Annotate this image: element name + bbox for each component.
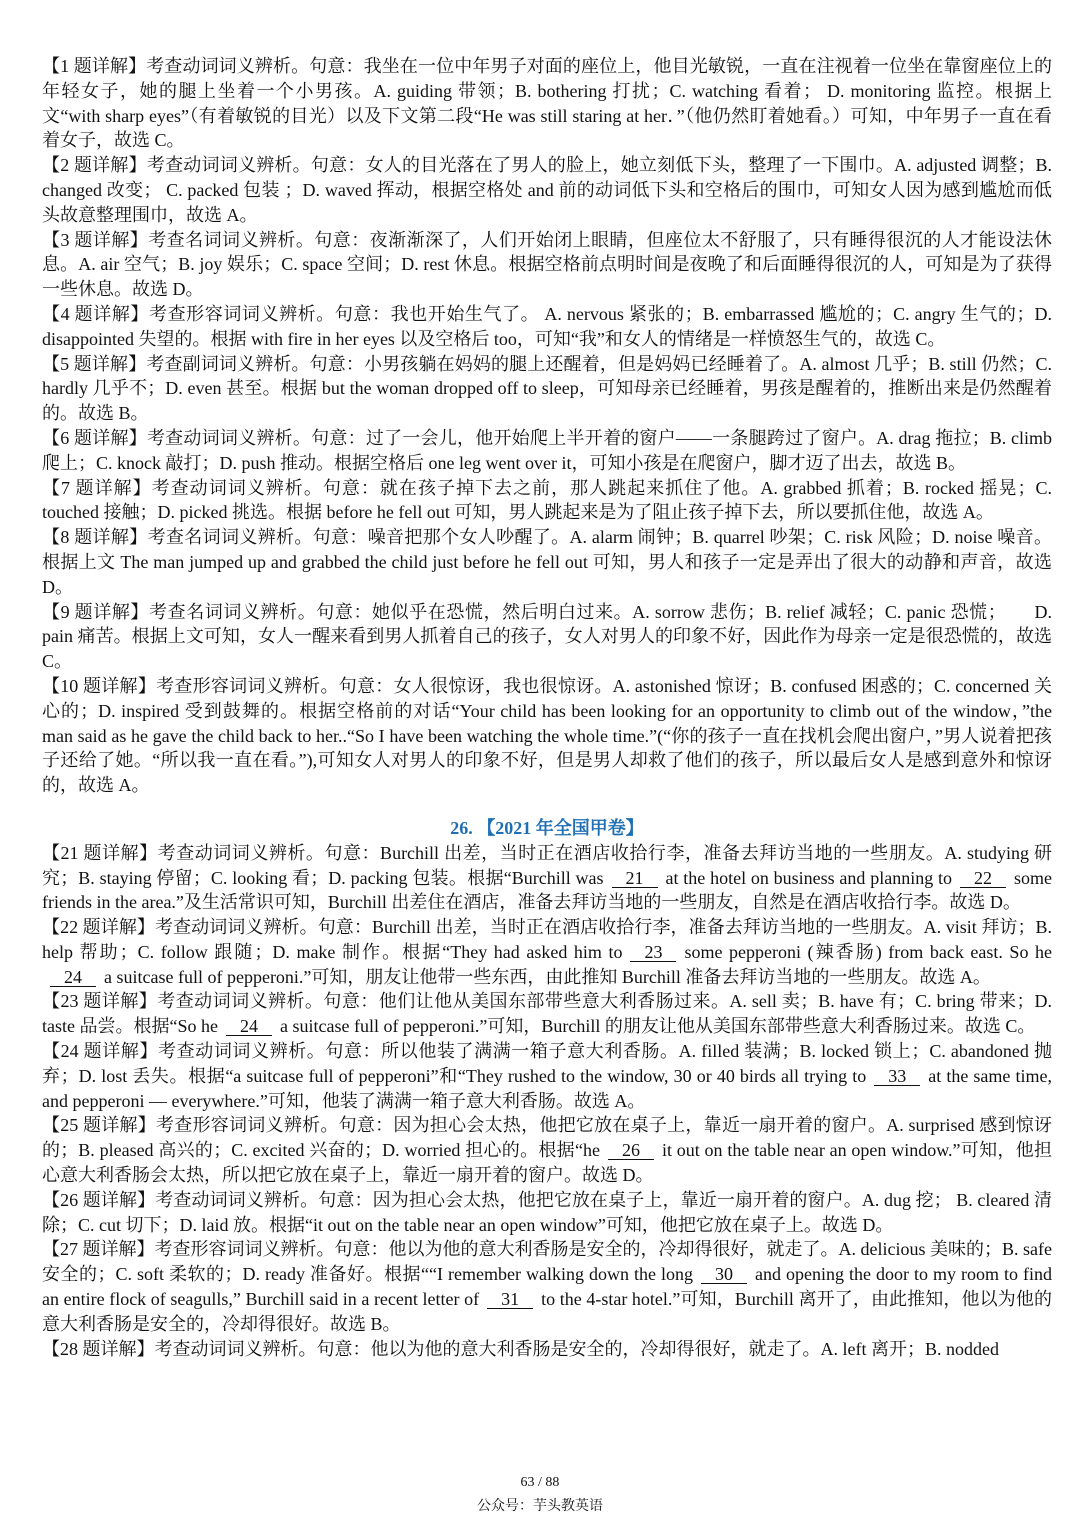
paragraph-text: 【5 题详解】考查副词词义辨析。句意：小男孩躺在妈妈的腿上还醒着，但是妈妈已经睡着了。A. almost 几乎；B. still 仍然；C. hardly 几乎不；D. even 甚至。根据 but the woman dropped off to sleep，可知母亲已经睡着，男孩是醒着的，推断出来是仍然醒着的。故选 B。 [42, 353, 1052, 424]
paragraph-text: 【23 题详解】考查动词词义辨析。句意：他们让他从美国东部带些意大利香肠过来。A. sell 卖；B. have 有；C. bring 带来；D. taste 品尝。根据“So he [42, 991, 1052, 1037]
paragraph-text: a suitcase full of pepperoni.”可知，Burchill 的朋友让他从美国东部带些意大利香肠过来。故选 C。 [279, 1016, 1036, 1037]
explanation-paragraph [42, 426, 1052, 476]
paragraph-text: 【9 题详解】考查名词词义辨析。句意：她似乎在恐慌，然后明白过来。A. sorrow 悲伤；B. relief 减轻；C. panic 恐慌； D. pain 痛苦。根据上文可知，女人一醒来看到男人抓着自己的孩子，女人对男人的印象不好，因此作为母亲一定是很恐慌的，故选 C。 [42, 601, 1052, 672]
paragraph-text: 【21 题详解】考查动词词义辨析。句意：Burchill 出差，当时正在酒店收拾行李，准备去拜访当地的一些朋友。A. studying 研究；B. staying 停留；C. looking 看；D. packing 包装。根据“Burchill was [42, 842, 1052, 888]
explanation-paragraph [42, 228, 1052, 302]
document-body [42, 54, 1052, 1361]
explanation-paragraph [42, 54, 1052, 153]
paragraph-text: it out on the table near an open window.”可知，他担心意大利香肠会太热，所以把它放在桌子上，靠近一扇开着的窗户。故选 D。 [42, 1140, 1052, 1186]
footer-account: 公众号：芋头教英语 [477, 1499, 603, 1514]
explanation-paragraph [42, 1113, 1052, 1187]
paragraph-text: and opening the door to my room to find an entire flock of seagulls,” Burchill said in a recent letter of [42, 1264, 1052, 1310]
paragraph-text: 【27 题详解】考查形容词词义辨析。句意：他以为他的意大利香肠是安全的，冷却得很好，就走了。A. delicious 美味的；B. safe 安全的；C. soft 柔软的；D. ready 准备好。根据““I remember walking down the long [42, 1239, 1052, 1285]
explanations-section-1 [42, 54, 1052, 798]
blank-number: 31 [487, 1290, 533, 1309]
blank-number: 26 [608, 1141, 654, 1160]
paragraph-text: 【25 题详解】考查形容词词义辨析。句意：因为担心会太热，他把它放在桌子上，靠近一扇开着的窗户。A. surprised 感到惊讶的；B. pleased 高兴的；C. excited 兴奋的；D. worried 担心的。根据“he [42, 1115, 1052, 1161]
blank-number: 21 [612, 869, 658, 888]
explanation-paragraph [42, 1039, 1052, 1113]
explanation-paragraph [42, 1188, 1052, 1238]
explanation-paragraph [42, 989, 1052, 1039]
paragraph-text: a suitcase full of pepperoni.”可知，朋友让他带一些东西，由此推知 Burchill 准备去拜访当地的一些朋友。故选 A。 [104, 966, 991, 987]
blank-number: 23 [630, 943, 676, 962]
paragraph-text: 【28 题详解】考查动词词义辨析。句意：他以为他的意大利香肠是安全的，冷却得很好，就走了。A. left 离开；B. nodded [42, 1338, 999, 1359]
explanation-paragraph [42, 841, 1052, 915]
paragraph-text: to the 4-star hotel.”可知，Burchill 离开了，由此推知，他以为他的意大利香肠是安全的，冷却得很好。故选 B。 [42, 1289, 1052, 1334]
paragraph-text: 【4 题详解】考查形容词词义辨析。句意：我也开始生气了。 A. nervous 紧张的；B. embarrassed 尴尬的；C. angry 生气的；D. disappointed 失望的。根据 with fire in her eyes 以及空格后 too，可知“我”和女人的情绪是一样愤怒生气的，故选 C。 [42, 303, 1052, 349]
explanations-section-2 [42, 841, 1052, 1362]
explanation-paragraph [42, 525, 1052, 599]
explanation-paragraph [42, 476, 1052, 526]
section-title: 26. 【2021 年全国甲卷】 [450, 817, 644, 838]
paragraph-text: 【7 题详解】考查动词词义辨析。句意：就在孩子掉下去之前，那人跳起来抓住了他。A. grabbed 抓着；B. rocked 摇晃；C. touched 接触；D. picked 挑选。根据 before he fell out 可知，男人跳起来是为了阻止孩子掉下去，所以要抓住他，故选 A。 [42, 477, 1052, 523]
explanation-paragraph [42, 1237, 1052, 1336]
blank-number: 22 [960, 869, 1006, 888]
paragraph-text: 【8 题详解】考查名词词义辨析。句意：噪音把那个女人吵醒了。A. alarm 闹钟；B. quarrel 吵架；C. risk 风险；D. noise 噪音。根据上文 The man jumped up and grabbed the child just before he fell out 可知，男人和孩子一定是弄出了很大的动静和声音，故选 D。 [42, 527, 1052, 597]
explanation-paragraph [42, 352, 1052, 426]
paragraph-text: 【6 题详解】考查动词词义辨析。句意：过了一会儿，他开始爬上半开着的窗户——一条腿跨过了窗户。A. drag 拖拉；B. climb 爬上；C. knock 敲打；D. push 推动。根据空格后 one leg went over it，可知小孩是在爬窗户，脚才迈了出去，故选 B。 [42, 427, 1052, 473]
paragraph-text: 【22 题详解】考查动词词义辨析。句意：Burchill 出差，当时正在酒店收拾行李，准备去拜访当地的一些朋友。A. visit 拜访；B. help 帮助；C. follow 跟随；D. make 制作。根据“They had asked him to [42, 917, 1052, 962]
paragraph-text: 【2 题详解】考查动词词义辨析。句意：女人的目光落在了男人的脸上，她立刻低下头，整理了一下围巾。A. adjusted 调整；B. changed 改变； C. packed 包装 ；D. waved 挥动，根据空格处 and 前的动词低下头和空格后的围巾，可知女人因为感到尴尬而低头故意整理围巾，故选 A。 [42, 155, 1052, 225]
explanation-paragraph [42, 915, 1052, 989]
paragraph-text: 【3 题详解】考查名词词义辨析。句意：夜渐渐深了，人们开始闭上眼睛，但座位太不舒服了，只有睡得很沉的人才能设法休息。A. air 空气；B. joy 娱乐；C. space 空间；D. rest 休息。根据空格前点明时间是夜晚了和后面睡得很沉的人，可知是为了获得一些休息。故选 D。 [42, 229, 1052, 300]
explanation-paragraph [42, 600, 1052, 674]
blank-number: 24 [226, 1017, 272, 1036]
paragraph-text: at the hotel on business and planning to [665, 867, 952, 888]
explanation-paragraph [42, 1337, 1052, 1362]
page-number: 63 / 88 [520, 1475, 560, 1490]
paragraph-text: 【26 题详解】考查动词词义辨析。句意：因为担心会太热，他把它放在桌子上，靠近一扇开着的窗户。A. dug 挖； B. cleared 清除；C. cut 切下；D. laid 放。根据“it out on the table near an open window”可知，他把它放在桌子上。故选 D。 [42, 1189, 1052, 1235]
paragraph-text: 【24 题详解】考查动词词义辨析。句意：所以他装了满满一箱子意大利香肠。A. filled 装满；B. locked 锁上；C. abandoned 抛弃；D. lost 丢失。根据“a suitcase full of pepperoni”和“They rushed to the window, 30 or 40 birds all trying to [42, 1041, 1052, 1086]
paragraph-text: 【10 题详解】考查形容词词义辨析。句意：女人很惊讶，我也很惊讶。A. astonished 惊讶；B. confused 困惑的；C. concerned 关心的；D. inspired 受到鼓舞的。根据空格前的对话“Your child has been looking for an opportunity to climb out of the window，”the man said as he gave the child back to her..“So I have been watching the whole time.”(“你的孩子一直在找机会爬出窗户，”男人说着把孩子还给了她。“所以我一直在看。”),可知女人对男人的印象不好，但是男人却救了他们的孩子，所以最后女人是感到意外和惊讶的，故选 A。 [42, 675, 1052, 796]
paragraph-text: some friends in the area.”及生活常识可知，Burchill 出差住在酒店，准备去拜访当地的一些朋友，自然是在酒店收拾行李。故选 D。 [42, 867, 1052, 913]
paragraph-text: at the same time, and pepperoni — everywhere.”可知，他装了满满一箱子意大利香肠。故选 A。 [42, 1065, 1052, 1111]
blank-number: 30 [701, 1265, 747, 1284]
explanation-paragraph [42, 302, 1052, 352]
paragraph-text: 【1 题详解】考查动词词义辨析。句意：我坐在一位中年男子对面的座位上，他目光敏锐，一直在注视着一位坐在靠窗座位上的年轻女子，她的腿上坐着一个小男孩。A. guiding 带领；B. bothering 打扰；C. watching 看着； D. monitoring 监控。根据上文“with sharp eyes”（有着敏锐的目光）以及下文第二段“He was still staring at her．”（他仍然盯着她看。）可知，中年男子一直在看着女子，故选 C。 [42, 56, 1052, 151]
blank-number: 33 [874, 1067, 920, 1086]
blank-number: 24 [50, 968, 96, 987]
paragraph-text: some pepperoni (辣香肠) from back east. So he [684, 941, 1052, 962]
explanation-paragraph [42, 674, 1052, 798]
explanation-paragraph [42, 153, 1052, 227]
